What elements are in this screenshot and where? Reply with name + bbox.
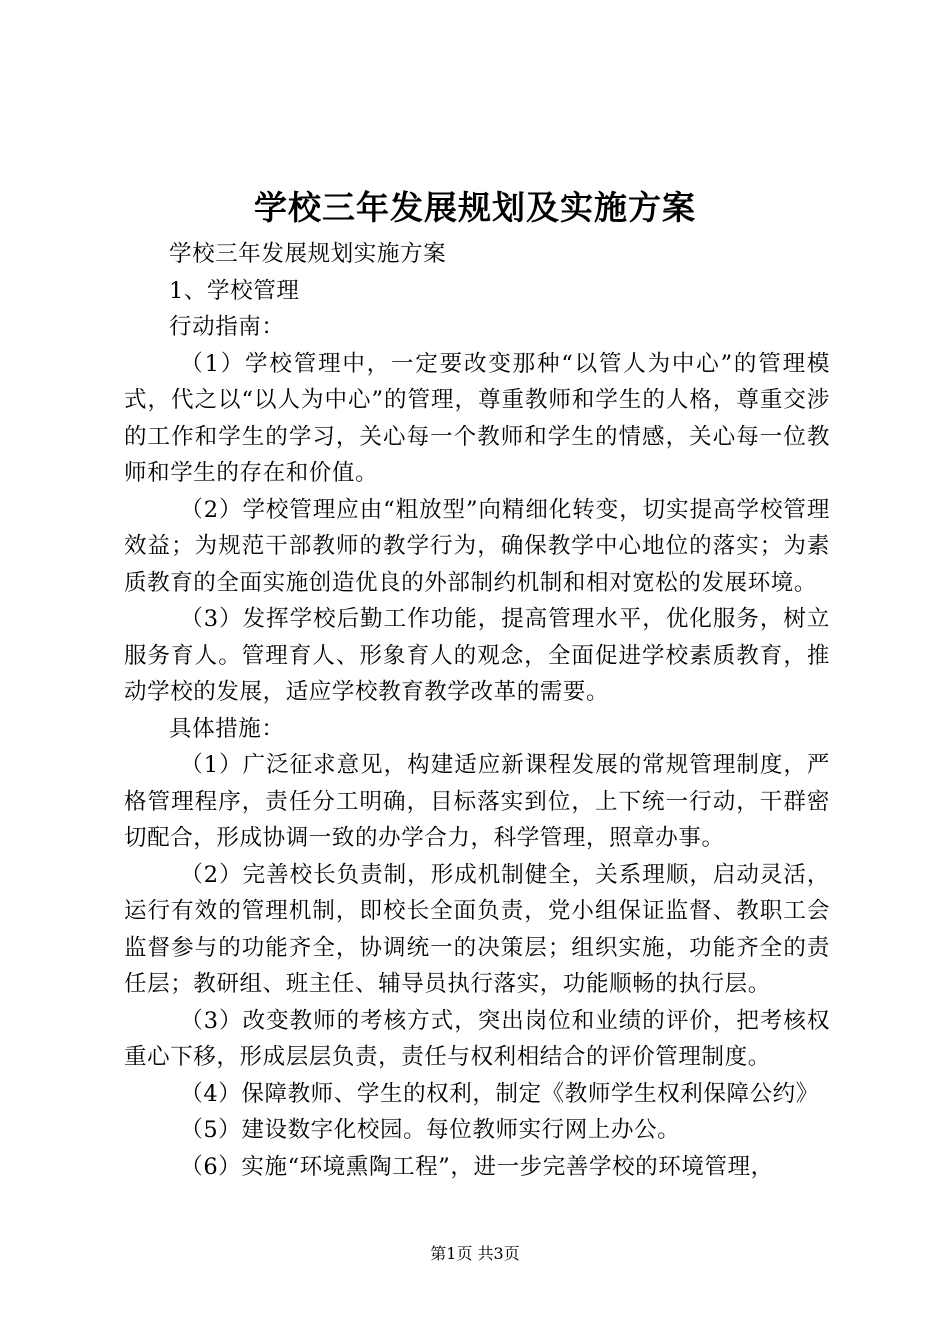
paragraph-measure-item-6: （6）实施“环境熏陶工程”，进一步完善学校的环境管理， xyxy=(180,1153,774,1180)
paragraph-measure-item-1: （1）广泛征求意见，构建适应新课程发展的常规管理制度，严格管理程序，责任分工明确，目标落实到位，上下统一行动，干群密切配合，形成协调一致的办学合力，科学管理，照章办事。 xyxy=(124,752,830,851)
paragraph-measure-item-3: （3）改变教师的考核方式，突出岗位和业绩的评价，把考核权重心下移，形成层层负责，责任与权利相结合的评价管理制度。 xyxy=(124,1007,830,1070)
paragraph-section-heading: 1、学校管理 xyxy=(169,277,300,304)
paragraph-guide-item-3: （3）发挥学校后勤工作功能，提高管理水平，优化服务，树立服务育人。管理育人、形象育人的观念，全面促进学校素质教育，推动学校的发展，适应学校教育教学改革的需要。 xyxy=(124,606,830,705)
paragraph-measure-item-4: （4）保障教师、学生的权利，制定《教师学生权利保障公约》 xyxy=(180,1080,819,1107)
paragraph-measures-heading: 具体措施： xyxy=(169,715,285,742)
document-body xyxy=(124,236,830,1185)
paragraph-guide-item-1: （1）学校管理中，一定要改变那种“以管人为中心”的管理模式，代之以“以人为中心”的管理，尊重教师和学生的人格，尊重交涉的工作和学生的学习，关心每一个教师和学生的情感，关心每一位教师和学生的存在和价值。 xyxy=(124,350,830,486)
page-number-footer: 第1页 共3页 xyxy=(430,1244,520,1263)
paragraph-action-guide-heading: 行动指南： xyxy=(169,314,285,340)
paragraph-guide-item-2: （2）学校管理应由“粗放型”向精细化转变，切实提高学校管理效益；为规范干部教师的教学行为，确保教学中心地位的落实；为素质教育的全面实施创造优良的外部制约机制和相对宽松的发展环境。 xyxy=(124,496,830,596)
paragraph-measure-item-2: （2）完善校长负责制，形成机制健全，关系理顺，启动灵活，运行有效的管理机制，即校长全面负责，党小组保证监督、教职工会监督参与的功能齐全，协调统一的决策层；组织实施，功能齐全的责任层；教研组、班主任、辅导员执行落实，功能顺畅的执行层。 xyxy=(124,861,830,997)
paragraph-measure-item-5: （5）建设数字化校园。每位教师实行网上办公。 xyxy=(180,1117,681,1143)
document-title: 学校三年发展规划及实施方案 xyxy=(254,188,696,227)
paragraph-subtitle: 学校三年发展规划实施方案 xyxy=(169,241,447,267)
